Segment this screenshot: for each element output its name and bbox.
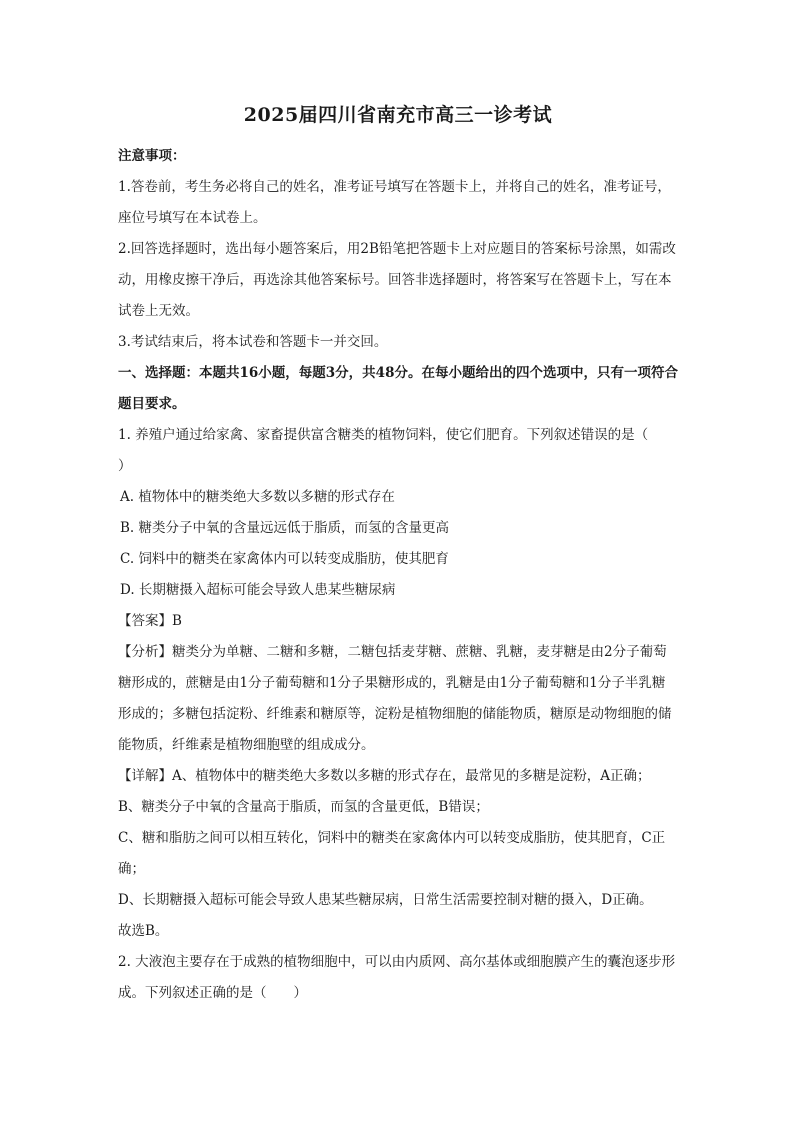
question-1-detail-d: D、长期糖摄入超标可能会导致人患某些糖尿病，日常生活需要控制对糖的摄入，D正确。 — [118, 892, 653, 908]
section-header: 一、选择题：本题共16小题，每题3分，共48分。在每小题给出的四个选项中，只有一项符合题目要求。 — [118, 365, 678, 412]
question-1-detail-a: 【详解】A、植物体中的糖类绝大多数以多糖的形式存在，最常见的多糖是淀粉，A正确； — [118, 768, 651, 784]
question-1-option-d: D. 长期糖摄入超标可能会导致人患某些糖尿病 — [120, 582, 396, 598]
notice-2: 2.回答选择题时，选出每小题答案后，用2B铅笔把答题卡上对应题目的答案标号涂黑，如需改动，用橡皮擦干净后，再选涂其他答案标号。回答非选择题时，将答案写在答题卡上，写在本试卷上无效。 — [118, 241, 676, 319]
notice-3: 3.考试结束后，将本试卷和答题卡一并交回。 — [118, 334, 388, 350]
question-1-option-a: A. 植物体中的糖类绝大多数以多糖的形式存在 — [120, 489, 395, 505]
question-1-answer: 【答案】B — [118, 613, 182, 629]
question-1-analysis: 【分析】糖类分为单糖、二糖和多糖，二糖包括麦芽糖、蔗糖、乳糖，麦芽糖是由2分子葡萄糖形成的，蔗糖是由1分子葡萄糖和1分子果糖形成的，乳糖是由1分子葡萄糖和1分子半乳糖形成的；多糖包括淀粉、纤维素和糖原等，淀粉是植物细胞的储能物质，糖原是动物细胞的储能物质，纤维素是植物细胞壁的组成成分。 — [118, 644, 672, 753]
notice-heading: 注意事项： — [118, 148, 186, 164]
question-1-option-c: C. 饲料中的糖类在家禽体内可以转变成脂肪，使其肥育 — [120, 551, 449, 567]
question-1-conclusion: 故选B。 — [118, 923, 169, 939]
notice-1: 1.答卷前，考生务必将自己的姓名，准考证号填写在答题卡上，并将自己的姓名，准考证号，座位号填写在本试卷上。 — [118, 179, 671, 226]
question-2-stem: 2. 大液泡主要存在于成熟的植物细胞中，可以由内质网、高尔基体或细胞膜产生的囊泡逐步形成。下列叙述正确的是（ ） — [118, 954, 676, 1001]
question-1-option-b: B. 糖类分子中氧的含量远远低于脂质，而氢的含量更高 — [120, 520, 450, 536]
exam-page — [118, 100, 678, 1009]
question-1-detail-c: C、糖和脂肪之间可以相互转化，饲料中的糖类在家禽体内可以转变成脂肪，使其肥育，C正确； — [118, 830, 666, 877]
question-1-detail-b: B、糖类分子中氧的含量高于脂质，而氢的含量更低，B错误； — [118, 799, 489, 815]
exam-title: 2025届四川省南充市高三一诊考试 — [243, 104, 553, 126]
question-1-stem: 1. 养殖户通过给家禽、家畜提供富含糖类的植物饲料，使它们肥育。下列叙述错误的是（ ） — [118, 427, 676, 474]
